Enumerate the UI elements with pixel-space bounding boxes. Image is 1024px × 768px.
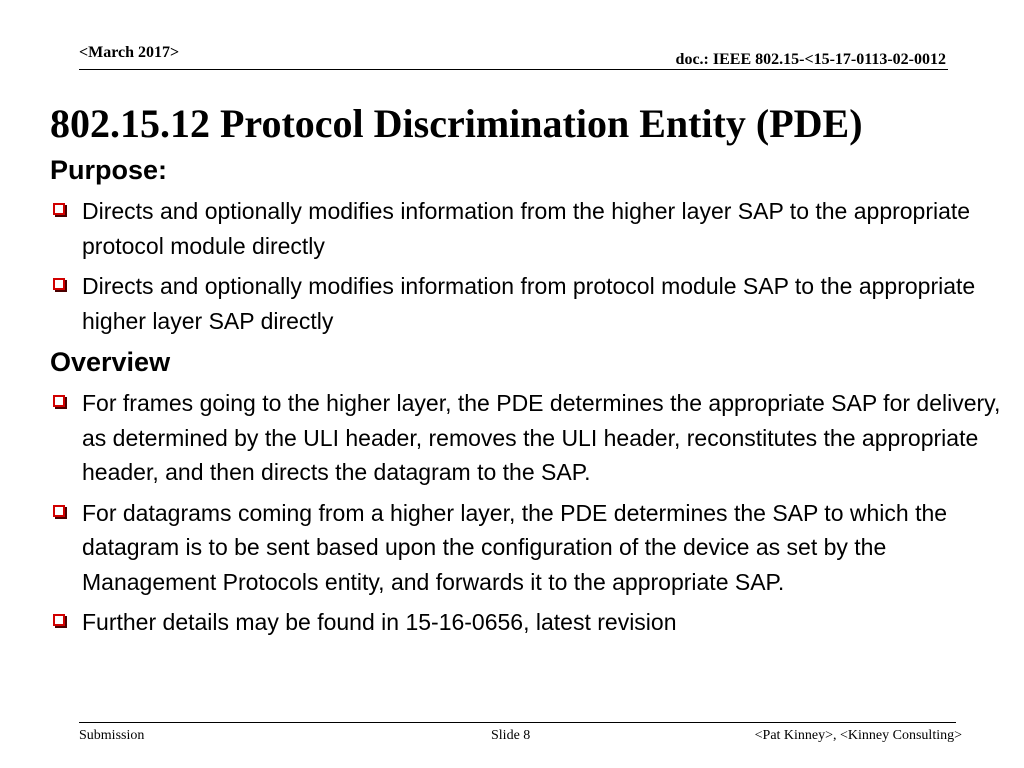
bullet-item <box>50 194 1010 263</box>
square-bullet-icon <box>53 278 65 290</box>
bullet-item <box>50 386 1010 490</box>
square-bullet-icon <box>53 505 65 517</box>
square-bullet-icon <box>53 395 65 407</box>
slide-body <box>50 152 1010 646</box>
bullet-text: Directs and optionally modifies information from the higher layer SAP to the appropriate protocol module directly <box>82 198 971 259</box>
section-heading-overview: Overview <box>50 347 171 377</box>
footer-submission: Submission <box>79 728 145 743</box>
footer-divider <box>79 722 956 723</box>
slide-title: 802.15.12 Protocol Discrimination Entity (PDE) <box>50 101 863 146</box>
footer-author: <Pat Kinney>, <Kinney Consulting> <box>754 728 962 743</box>
bullet-text: Directs and optionally modifies information from protocol module SAP to the appropriate higher layer SAP directly <box>82 273 976 334</box>
header-divider <box>79 69 948 70</box>
header-doc-id: doc.: IEEE 802.15-<15-17-0113-02-0012 <box>675 51 946 68</box>
bullet-text: Further details may be found in 15-16-0656, latest revision <box>82 609 677 635</box>
square-bullet-icon <box>53 614 65 626</box>
section-heading-purpose: Purpose: <box>50 155 168 185</box>
header-date: <March 2017> <box>79 44 180 61</box>
bullet-item <box>50 605 1010 640</box>
footer-slide-number: Slide 8 <box>491 728 531 743</box>
bullet-item <box>50 496 1010 600</box>
square-bullet-icon <box>53 203 65 215</box>
bullet-text: For frames going to the higher layer, the PDE determines the appropriate SAP for delivery, as determined by the ULI header, removes the ULI header, reconstitutes the appropriate header, and then directs the datagram to the SAP. <box>82 390 1001 485</box>
bullet-text: For datagrams coming from a higher layer, the PDE determines the SAP to which the datagram is to be sent based upon the configuration of the device as set by the Management Protocols entity, and forwards it to the appropriate SAP. <box>82 499 948 595</box>
bullet-item <box>50 269 1010 338</box>
